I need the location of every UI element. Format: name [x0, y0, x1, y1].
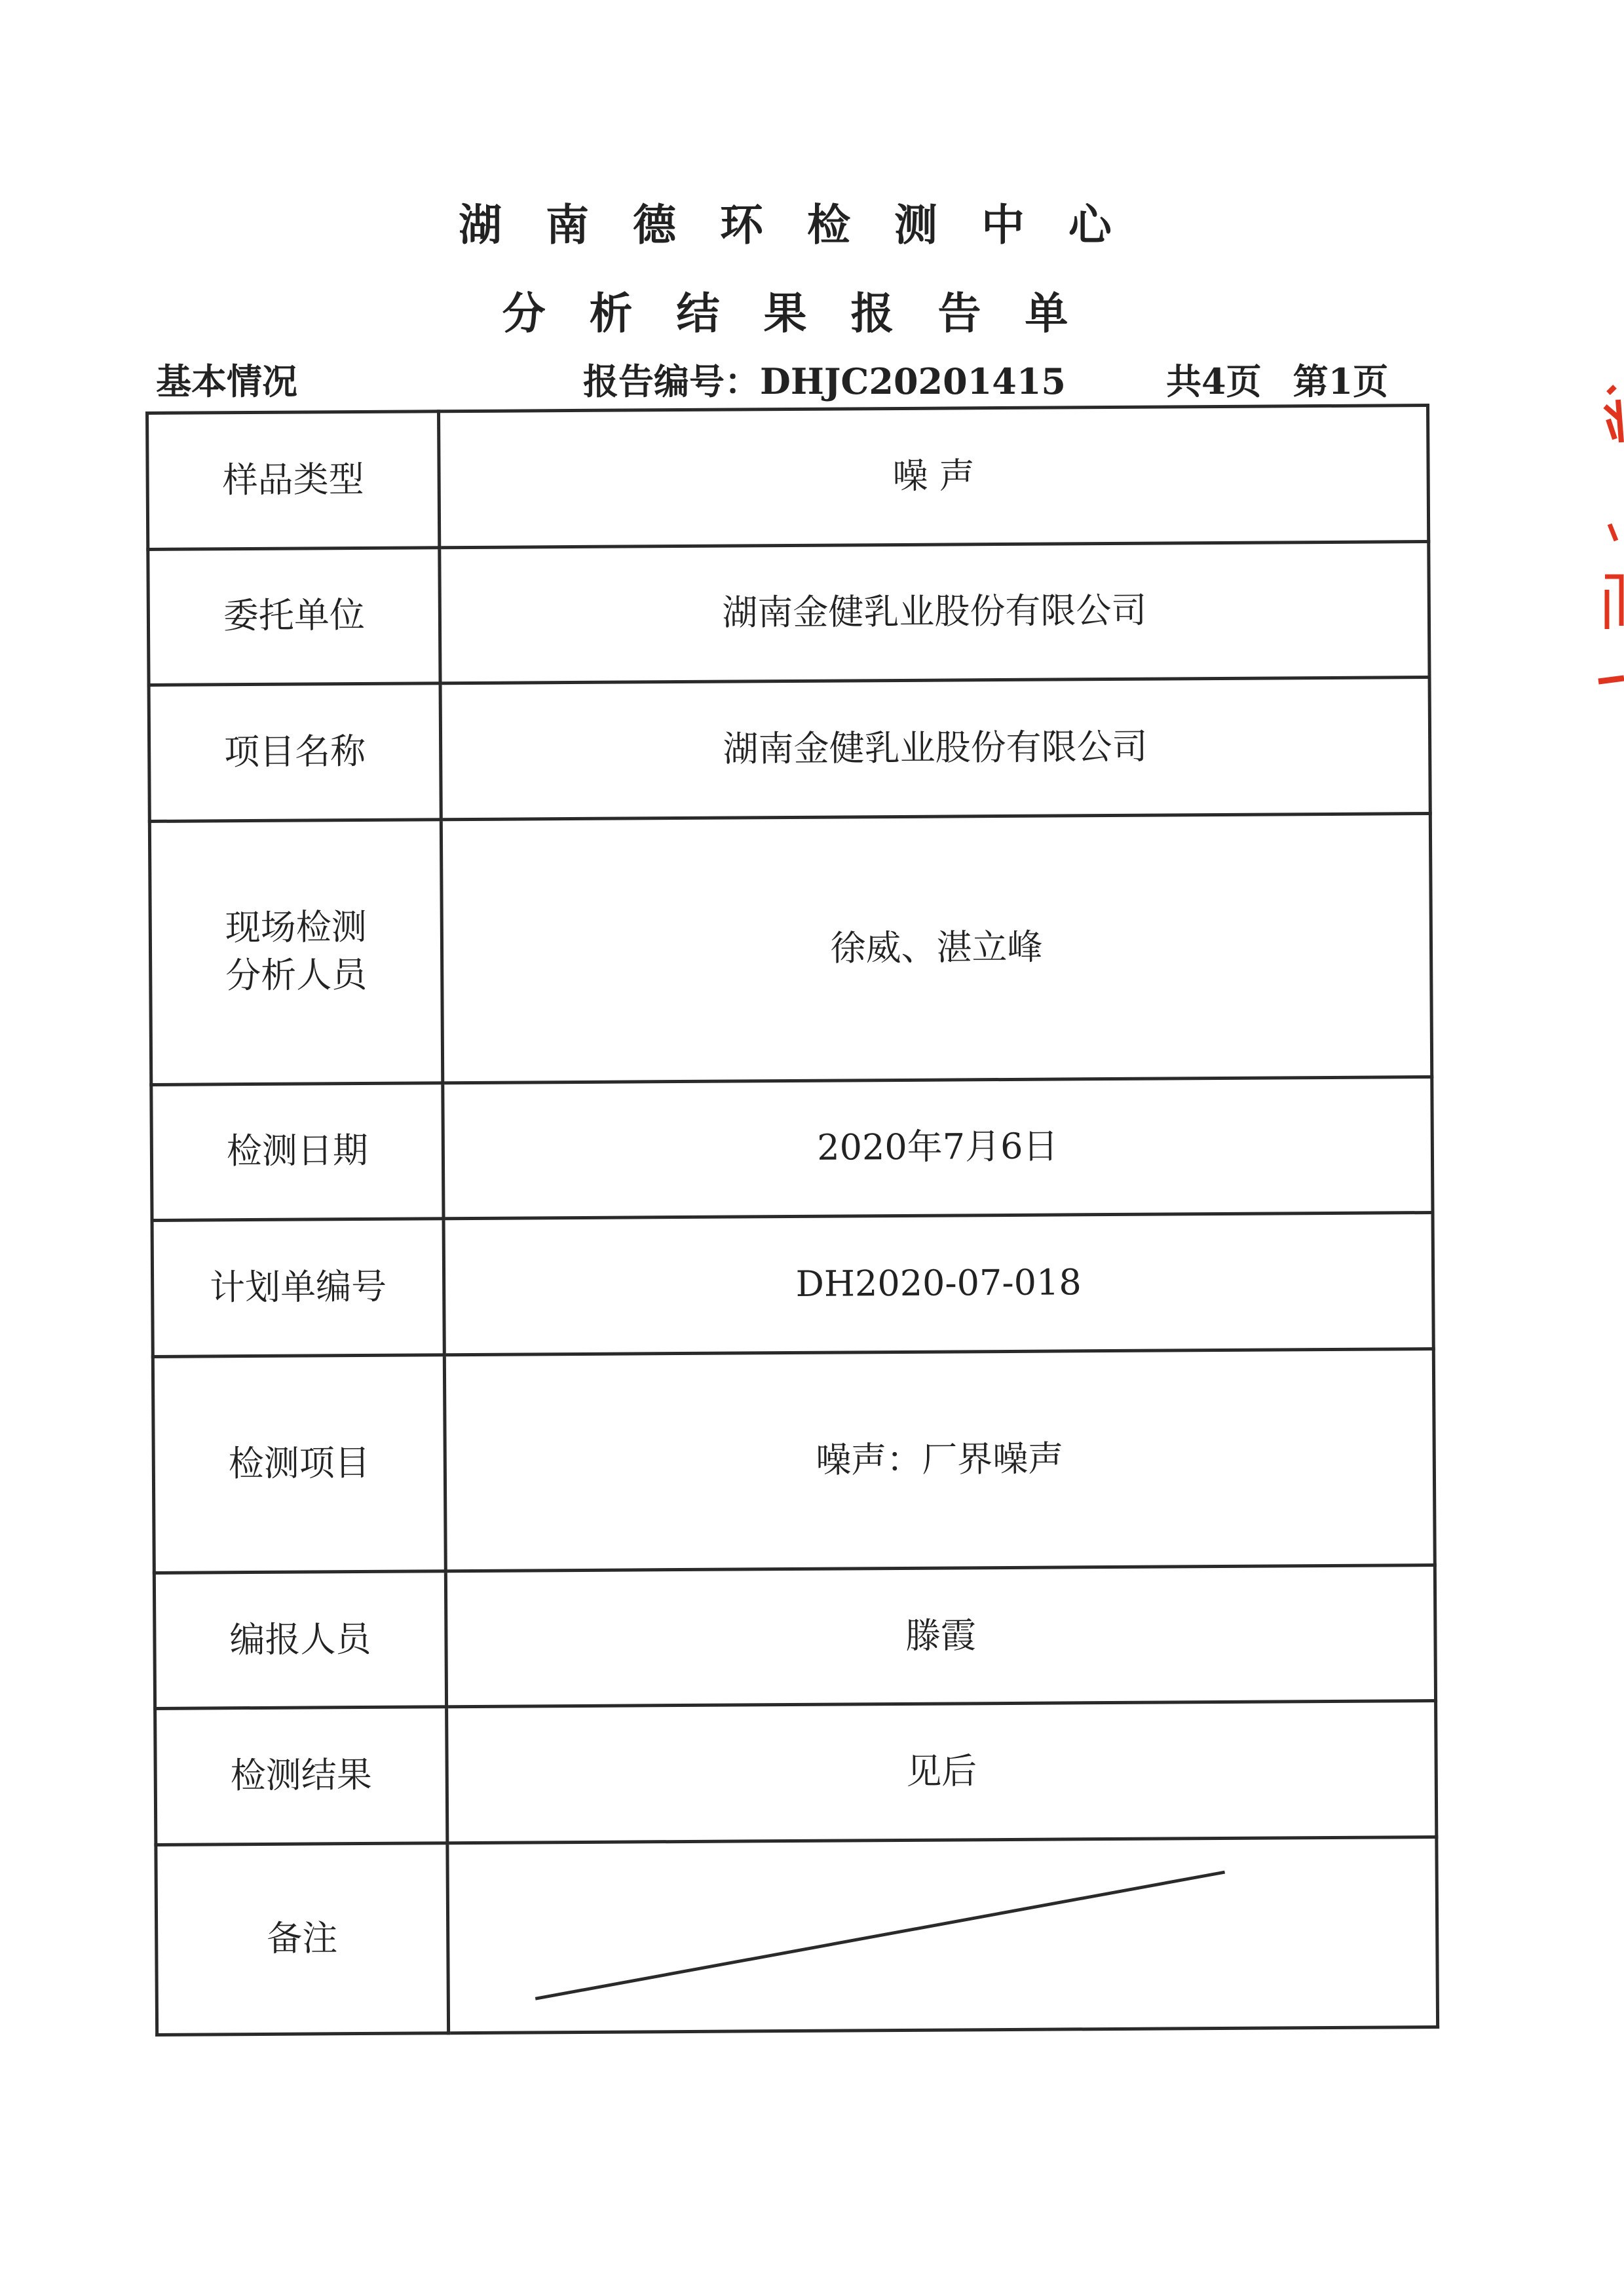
row-value: 湖南金健乳业股份有限公司: [440, 678, 1430, 820]
row-label: 样品类型: [147, 411, 440, 549]
organization-title: 湖 南 德 环 检 测 中 心: [459, 199, 1126, 250]
table-row: [149, 678, 1430, 822]
row-value: 噪声：厂界噪声: [444, 1349, 1435, 1571]
row-label: 委托单位: [148, 547, 440, 685]
total-pages: 共4页: [1166, 360, 1262, 402]
row-value: 滕霞: [445, 1565, 1435, 1707]
table-row: [156, 1837, 1438, 2035]
report-number: 报告编号：DHJC20201415: [583, 360, 1066, 402]
row-label: 检测项目: [153, 1354, 445, 1573]
row-label: 备注: [156, 1843, 449, 2035]
row-label: 检测日期: [151, 1082, 444, 1220]
basic-info-table: [145, 404, 1439, 2037]
red-seal-stamp-edge: [1569, 380, 1624, 695]
table-row: [155, 1701, 1437, 1845]
table-row: [154, 1565, 1435, 1709]
row-label: 编报人员: [154, 1571, 446, 1708]
table-row: [149, 813, 1431, 1084]
table-row: [148, 541, 1429, 685]
row-label: 项目名称: [149, 683, 441, 821]
row-label: 现场检测 分析人员: [149, 819, 442, 1084]
row-value: 2020年7月6日: [443, 1077, 1433, 1219]
row-value: 噪 声: [439, 406, 1429, 548]
row-label: 计划单编号: [152, 1219, 444, 1356]
table-row: [147, 406, 1429, 550]
row-value: 徐威、湛立峰: [441, 813, 1431, 1082]
row-label: 检测结果: [155, 1707, 447, 1845]
section-heading: 基本情况: [156, 360, 297, 402]
row-value: 湖南金健乳业股份有限公司: [440, 541, 1429, 683]
strike-through-line: [449, 1839, 1436, 2031]
row-value: 见后: [447, 1701, 1437, 1843]
page-indicator: [1166, 354, 1388, 404]
table-row: [152, 1213, 1433, 1357]
table-row: [153, 1349, 1435, 1573]
table-row: [151, 1077, 1433, 1221]
remark-value: [447, 1837, 1438, 2033]
row-value: DH2020-07-018: [444, 1213, 1433, 1355]
report-title: 分 析 结 果 报 告 单: [502, 288, 1083, 339]
current-page: 第1页: [1293, 360, 1389, 402]
